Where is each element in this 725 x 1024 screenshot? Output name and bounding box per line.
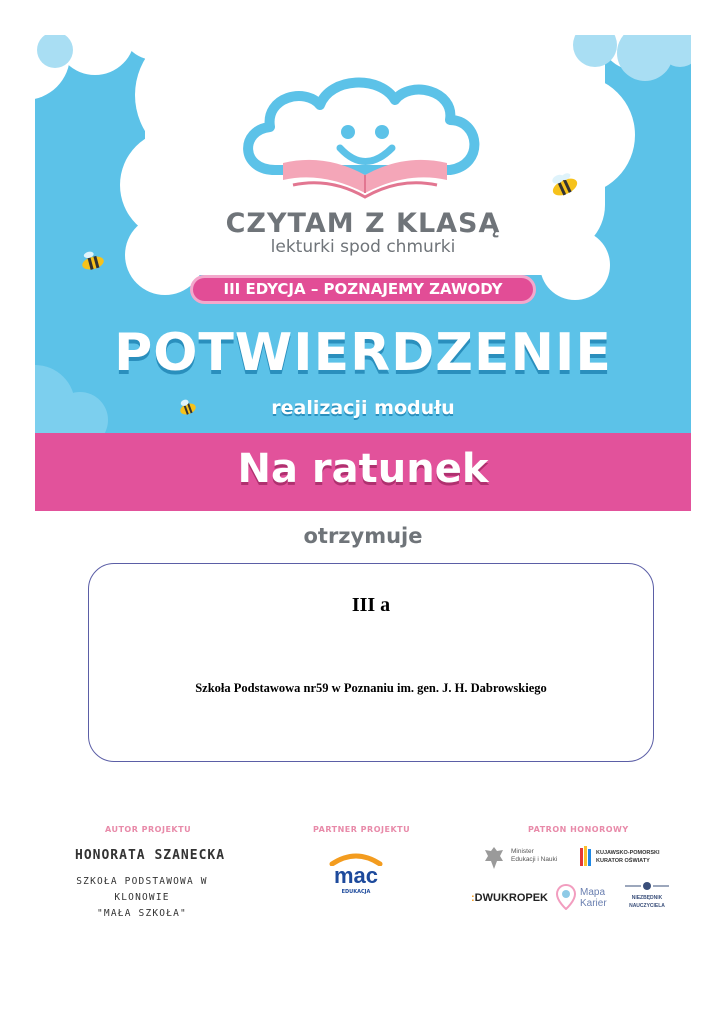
mapa-line1: Mapa: [580, 887, 606, 898]
mac-logo-text: mac: [333, 863, 379, 888]
recipient-class: III a: [351, 594, 391, 616]
mapa-line2: Karier: [580, 898, 607, 909]
dwukropek-logo: [471, 892, 548, 904]
kuratorium-line1: KUJAWSKO-POMORSKI: [596, 850, 660, 856]
eagle-emblem-icon: [483, 845, 505, 871]
module-name: Na ratunek: [237, 446, 489, 492]
author-school: [52, 874, 232, 922]
kuratorium-logo: [596, 849, 660, 865]
receives-label: otrzymuje: [303, 524, 423, 548]
niezbednik-check-icon: [625, 881, 669, 891]
ministry-line1: Minister: [511, 848, 534, 855]
recipient-school: Szkoła Podstawowa nr59 w Poznaniu im. gen. J. H. Dabrowskiego: [195, 681, 547, 695]
author-school-line1: SZKOŁA PODSTAWOWA W KLONOWIE: [76, 876, 208, 903]
brand-title: CZYTAM Z KLASĄ: [225, 208, 501, 239]
kuratorium-line2: KURATOR OŚWIATY: [596, 858, 650, 864]
mapa-karier-logo: [580, 887, 607, 909]
author-school-line2: "MAŁA SZKOŁA": [97, 908, 187, 919]
smile-right-eye: [375, 125, 389, 139]
page-title: POTWIERDZENIE: [114, 323, 612, 383]
header-banner: [35, 35, 691, 433]
author-name: HONORATA SZANECKA: [75, 848, 226, 863]
ministry-line2: Edukacji i Nauki: [511, 856, 558, 863]
dwukropek-text: DWUKROPEK: [474, 892, 549, 904]
author-label: AUTOR PROJEKTU: [105, 825, 192, 834]
certificate-page: [35, 35, 691, 932]
brand-subtitle: lekturki spod chmurki: [270, 237, 456, 257]
recipient-box: [88, 563, 654, 762]
niezbednik-logo: [625, 894, 669, 910]
module-band: [35, 433, 691, 511]
niezbednik-line1: NIEZBĘDNIK: [631, 895, 663, 901]
map-pin-icon: [556, 884, 576, 910]
page-subtitle: realizacji modułu: [271, 397, 455, 419]
colon-icon: :: [471, 892, 475, 904]
partner-label: PARTNER PROJEKTU: [313, 825, 411, 834]
patron-label: PATRON HONOROWY: [528, 825, 629, 834]
mac-logo-sub: EDUKACJA: [341, 889, 371, 895]
pencils-icon: [580, 846, 594, 868]
edition-badge: III EDYCJA – POZNAJEMY ZAWODY: [190, 275, 536, 304]
smile-left-eye: [341, 125, 355, 139]
ministry-logo: [511, 848, 557, 864]
niezbednik-line2: NAUCZYCIELA: [629, 903, 665, 909]
